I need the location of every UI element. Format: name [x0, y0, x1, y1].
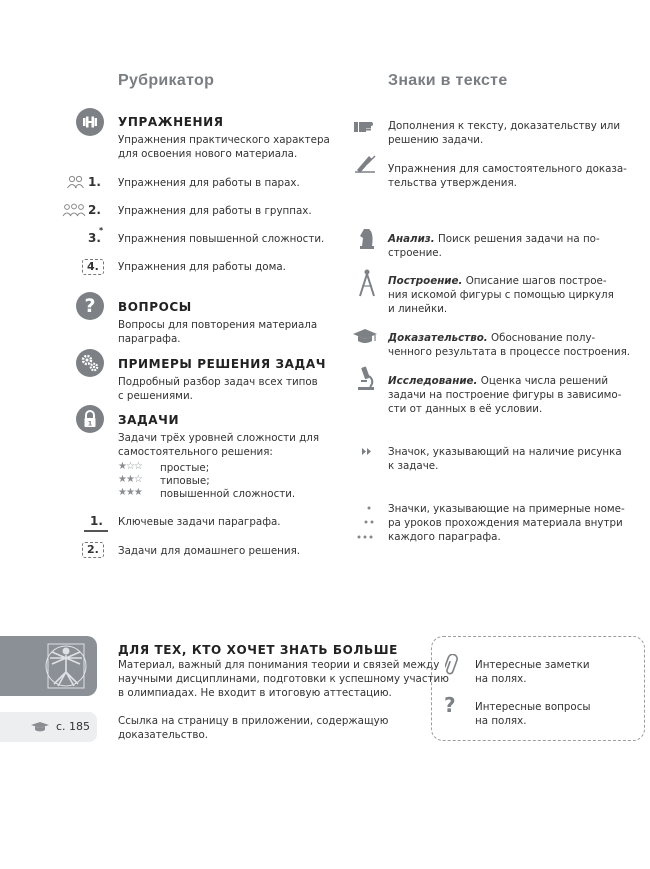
build-text-1: Описание шагов построе-	[465, 275, 607, 287]
build-line-2: ния искомой фигуры с помощью циркуля	[388, 289, 614, 301]
dumbbell-icon	[76, 108, 104, 136]
paperclip-icon	[445, 654, 459, 679]
analysis-text-1: Поиск решения задачи на по-	[437, 233, 600, 245]
graduation-cap-icon	[352, 328, 378, 349]
examples-desc-2: с решениями.	[118, 390, 193, 402]
pointing-hand-icon	[353, 117, 379, 138]
margin-notes-box	[431, 636, 645, 741]
tasks-desc-1: Задачи трёх уровней сложности для	[118, 432, 320, 444]
build-line-3: и линейки.	[388, 303, 448, 315]
key-task-num: 1.	[90, 514, 103, 528]
level-hard-text: повышенной сложности.	[160, 488, 296, 500]
vitruvian-panel	[0, 636, 97, 696]
figure-arrow-icon	[361, 447, 373, 459]
lesson-sign-line-2: ра уроков прохождения материала внутри	[388, 517, 623, 529]
exercises-desc-1: Упражнения практического характера	[118, 134, 330, 146]
figure-sign-line-2: к задаче.	[388, 460, 439, 472]
proof-line-1	[388, 331, 595, 345]
exercise-4-num: 4.	[82, 259, 104, 275]
microscope-icon	[355, 366, 377, 395]
sign-2-line-1: Упражнения для самостоятельного доказа-	[388, 163, 627, 175]
lesson-sign-line-3: каждого параграфа.	[388, 531, 501, 543]
exercises-desc-2: для освоения нового материала.	[118, 148, 298, 160]
svg-text:1: 1	[87, 419, 93, 428]
research-line-1	[388, 374, 608, 388]
proof-title: Доказательство.	[388, 332, 488, 344]
exercise-1-num: 1.	[88, 175, 101, 189]
vitruvian-man-icon	[44, 640, 88, 692]
stars-hard: ★★★	[118, 487, 142, 498]
lesson-dots-icon	[355, 504, 375, 547]
notes-line-2: на полях.	[475, 673, 527, 685]
level-easy-text: простые;	[160, 462, 210, 474]
question-mark-icon: ?	[444, 693, 456, 717]
group-icon	[62, 203, 86, 220]
page-ref-text: с. 185	[56, 720, 91, 733]
exercise-1-text: Упражнения для работы в парах.	[118, 177, 300, 189]
exercise-3-star: *	[99, 226, 104, 235]
exercise-4-text: Упражнения для работы дома.	[118, 261, 286, 273]
research-line-3: сти от данных в её условии.	[388, 403, 543, 415]
sign-1-line-2: решению задачи.	[388, 134, 484, 146]
analysis-line-1	[388, 232, 600, 246]
chess-knight-icon	[357, 226, 377, 253]
research-line-2: задачи на построение фигуры в зависимо-	[388, 389, 622, 401]
examples-desc-1: Подробный разбор задач всех типов	[118, 376, 318, 388]
level-typical-text: типовые;	[160, 475, 210, 487]
figure-sign-line-1: Значок, указывающий на наличие рисунка	[388, 446, 622, 458]
analysis-line-2: строение.	[388, 247, 442, 259]
exercise-2-text: Упражнения для работы в группах.	[118, 205, 312, 217]
exercise-3-num: 3.	[88, 231, 101, 245]
exercise-2-num: 2.	[88, 203, 101, 217]
exercise-3-text: Упражнения повышенной сложности.	[118, 233, 325, 245]
tasks-desc-2: самостоятельного решения:	[118, 446, 273, 458]
analysis-title: Анализ.	[388, 233, 435, 245]
key-task-underline	[84, 530, 108, 532]
gears-icon	[76, 349, 104, 377]
home-task-num: 2.	[82, 542, 104, 558]
tasks-heading: ЗАДАЧИ	[118, 413, 180, 427]
sign-1-line-1: Дополнения к тексту, доказательству или	[388, 120, 621, 132]
examples-heading: ПРИМЕРЫ РЕШЕНИЯ ЗАДАЧ	[118, 357, 327, 371]
question-icon: ?	[76, 292, 104, 320]
ref-line-2: доказательство.	[118, 729, 209, 741]
page-ref-badge	[0, 712, 97, 742]
stars-easy: ★☆☆	[118, 461, 142, 472]
build-title: Построение.	[388, 275, 463, 287]
research-title: Исследование.	[388, 375, 478, 387]
home-task-text: Задачи для домашнего решения.	[118, 545, 301, 557]
rubricator-title: Рубрикатор	[118, 72, 215, 89]
questions-desc-1: Вопросы для повторения материала	[118, 319, 318, 331]
more-line-2: научными дисциплинами, подготовки к успешному участию	[118, 673, 449, 685]
key-task-text: Ключевые задачи параграфа.	[118, 516, 281, 528]
questions-margin-line-1: Интересные вопросы	[475, 701, 591, 713]
questions-heading: ВОПРОСЫ	[118, 300, 192, 314]
more-line-1: Материал, важный для понимания теории и связей между	[118, 659, 440, 671]
questions-margin-line-2: на полях.	[475, 715, 527, 727]
research-text-1: Оценка числа решений	[480, 375, 609, 387]
more-heading: ДЛЯ ТЕХ, КТО ХОЧЕТ ЗНАТЬ БОЛЬШЕ	[118, 643, 398, 657]
lock-icon	[76, 405, 104, 433]
sign-2-line-2: тельства утверждения.	[388, 177, 517, 189]
proof-text-1: Обоснование полу-	[490, 332, 596, 344]
compass-icon	[357, 268, 377, 301]
more-line-3: в олимпиадах. Не входит в итоговую аттестацию.	[118, 687, 392, 699]
questions-desc-2: параграфа.	[118, 333, 181, 345]
graduation-cap-small-icon	[30, 721, 50, 734]
stars-typical: ★★☆	[118, 474, 142, 485]
pencil-icon	[353, 152, 379, 177]
build-line-1	[388, 274, 607, 288]
lesson-sign-line-1: Значки, указывающие на примерные номе-	[388, 503, 625, 515]
signs-title: Знаки в тексте	[388, 72, 508, 89]
exercises-heading: УПРАЖНЕНИЯ	[118, 115, 224, 129]
pair-icon	[66, 175, 86, 192]
proof-line-2: ченного результата в процессе построения.	[388, 346, 631, 358]
ref-line-1: Ссылка на страницу в приложении, содержащую	[118, 715, 389, 727]
notes-line-1: Интересные заметки	[475, 659, 590, 671]
